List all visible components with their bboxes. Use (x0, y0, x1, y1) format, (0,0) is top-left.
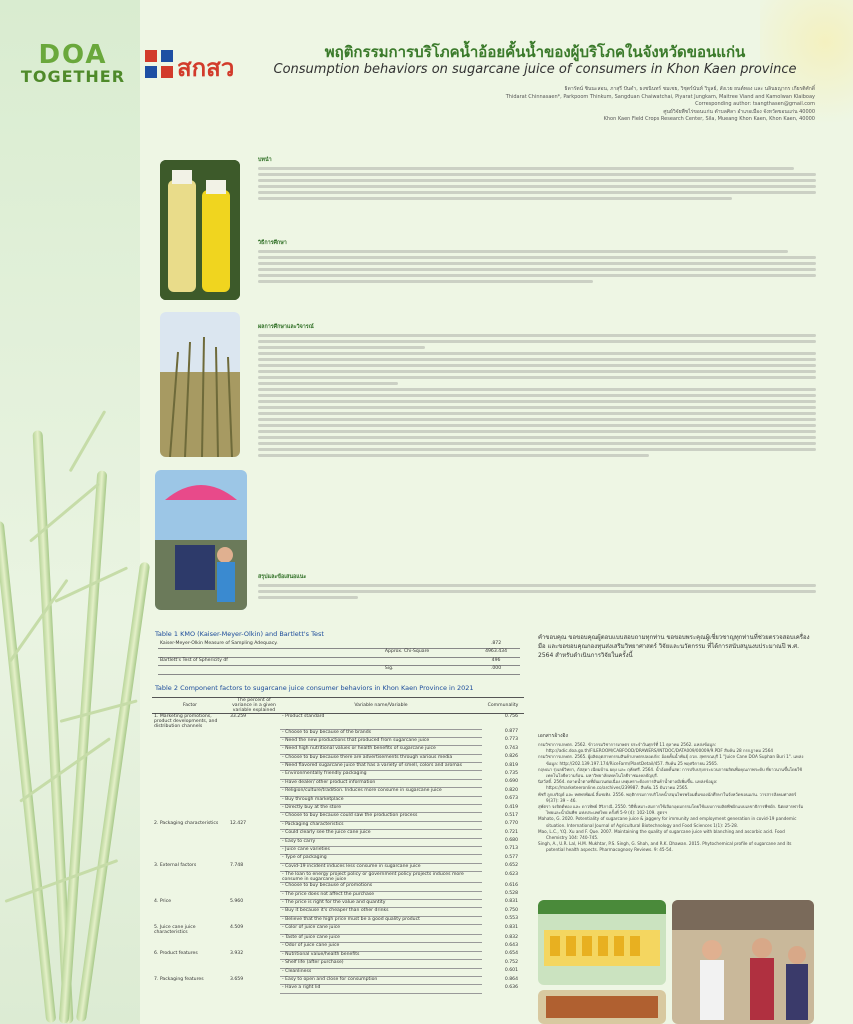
table2-cell: 0.652 (504, 863, 518, 869)
authors-english: Thidarat Chinnasaen*, Parkpoom Thinkum, Sangduan Chaiwatchai, Piyarat Jungkam, Maitree Viand and Kamolwan Klaiboay (505, 93, 815, 100)
reference-item: กรมวิชาการเกษตร. 2565. ผู้ผลิตอุตสาหกรรมสินค้าเกษตรปลอดภัย: อ้อยคั้นน้ำพันธุ์ ถวย. สุพรรณบุรี 1 "Juice Cane DOA Suphan Buri 1". แหล่งข้อมูล: http://202.139.197.174/RiceFarm/PlantDetail/457. สืบค้น 25 พฤศจิกายน 2565. (538, 754, 804, 766)
table1-cell: Sig. (383, 666, 472, 674)
table2-cell (228, 846, 280, 854)
reference-item: กฤษณา รุ่งเลย์วิทยา, ภัสสุดา เนียมบ้าน ผดุง และ ฤทัยศรี. 2564. น้ำอ้อยคั้นสด: การปรับปรุงกระบวนการผลิตเพื่อคุณภาพระดับ ที่ยาวนานขึ้นโดยใช้เทคโนโลยีความร้อน. มหาวิทยาลัยเทคโนโลยีราชมงคลธัญบุรี. (538, 766, 803, 779)
table2-cell (228, 855, 280, 863)
table2-cell: - Shelf life (after purchase) (280, 960, 482, 968)
table2-cell: 0.680 (504, 838, 518, 844)
table2-cell (228, 763, 280, 771)
table2-cell: 0.750 (504, 907, 518, 913)
table2-row (152, 891, 524, 899)
table2-cell: - Religion/culture/tradition. Induces more consume in sugarcane juice (280, 788, 482, 796)
table2-row (152, 821, 524, 829)
table2-cell: 0.721 (504, 829, 518, 835)
together-logo-text: TOGETHER (20, 67, 126, 86)
table2-cell (228, 916, 280, 924)
table2-cell (228, 960, 280, 968)
table2-cell: 0.773 (504, 737, 518, 743)
reference-item: Mao, L.C., Y.Q. Xu and F. Que. 2007. Maintaining the quality of sugarcane juice with blanching and ascorbic acid. Food Chemistry 104: 740-745. (538, 828, 785, 841)
table2-cell: 1. Marketing promotions, product developments, and distribution channels (154, 714, 218, 729)
table2-row (152, 872, 524, 883)
table2-cell: - Have dealer/ other product information (280, 779, 482, 787)
table2-cell (152, 846, 228, 854)
table2-row (152, 788, 524, 796)
table2-cell: - Choose to buy because there are advertisements through various media (280, 754, 482, 762)
table2-cell: 0.743 (504, 745, 518, 751)
table2-cell (152, 855, 228, 863)
table1-row (158, 641, 520, 649)
table1-cell: .000 (472, 666, 520, 674)
table2-cell (152, 916, 228, 924)
table2-cell: 0.577 (504, 854, 518, 860)
table2-cell (152, 985, 228, 993)
table2-row (152, 977, 524, 985)
table1-cell (383, 657, 472, 665)
table1-cell: 496 (472, 657, 520, 665)
table2-row (152, 746, 524, 754)
table2-row (152, 805, 524, 813)
table2-cell (152, 729, 228, 737)
table2-cell: 5.960 (230, 899, 244, 905)
table2-cell: - Covid-19 incident induces less consume in sugarcane juice (280, 863, 482, 871)
table2-row (152, 729, 524, 737)
table2-row (152, 855, 524, 863)
table2-cell: 3. External factors (154, 863, 197, 869)
table2-row (152, 908, 524, 916)
table2-cell: - Have a right lid (280, 985, 482, 993)
references-heading: เอกสารอ้างอิง (538, 733, 568, 739)
tsri-logo-text: สกสว (177, 54, 235, 82)
reference-item: พัชรี ลูกเจริญย์ และ ทศพรพัฒน์ ลิ้มชเทิง. 2556. พฤติกรรมการบริโภคน้ำสมุนไพรพร้อมดื่มของนักศึกษาในจังหวัดขอนแก่น. วารสารสังคมศาสตร์ 9(37): 39 – 46. (538, 791, 797, 803)
table2-row (152, 763, 524, 771)
table2-cell: 0.770 (504, 821, 518, 827)
methods-section (258, 239, 816, 286)
table2-header-variable: Variable name/Variable (280, 698, 482, 714)
table2-cell: 0.643 (504, 942, 518, 948)
table2-cell: 4. Price (154, 899, 172, 905)
table1-cell: Bartlett's Test of Sphericity df (158, 657, 383, 665)
juice-bottles-photo (160, 160, 240, 300)
table2-row (152, 846, 524, 854)
table2-cell: 3.932 (230, 951, 244, 957)
table2-cell: 7.748 (230, 863, 244, 869)
reference-item: สุพัตรา จงจิตต์ทอง และ ดาวทิพย์ สิริภาณี. 2550. วิธีที่เหมาะสมการใช้เลือกอุดมกรรมโดยใช้แบบการผลิตพืชผักแบบเลขาธิการพืชผัก. นิตยสารฟาร์มไทยและน้ำมันพืช แห่งประเทศไทย ครั้งที่ 5-9 (4): 102-109. สูตรฯ (538, 804, 804, 816)
table2-cell (228, 883, 280, 891)
sugarcane-background (0, 0, 140, 1024)
table2-cell (228, 985, 280, 993)
table2-cell: 0.690 (504, 779, 518, 785)
table2-cell (228, 805, 280, 813)
table2-cell: 0.601 (504, 968, 518, 974)
table2-cell: - Product standard (280, 714, 482, 730)
table2-cell (152, 935, 228, 943)
table2-cell: 12.427 (230, 821, 247, 827)
table2-cell (152, 838, 228, 846)
table2-row (152, 714, 524, 730)
corresponding-author: Corresponding author: tsangthasen@gmail.com (695, 101, 815, 107)
tsri-logo (145, 48, 245, 82)
table2-caption: Table 2 Component factors to sugarcane juice consumer behaviors in Khon Kaen Province in 2021 (155, 684, 474, 692)
table2-cell: 33.259 (230, 714, 247, 719)
table2-cell (228, 771, 280, 779)
table1-cell: 4963.434 (472, 649, 520, 657)
table2-row (152, 754, 524, 762)
table2-cell: - Choose to buy because could saw the production process (280, 813, 482, 821)
table2-row (152, 916, 524, 924)
table2-cell (152, 830, 228, 838)
results-section (258, 323, 816, 460)
table2-cell: 0.832 (504, 934, 518, 940)
table2-cell: - Need high nutritional values or health benefits of sugarcane juice (280, 746, 482, 754)
table2-cell: - Taste of juice cane juice (280, 935, 482, 943)
market-stall-photo-2 (538, 990, 666, 1024)
reference-item: กรมวิชาการเกษตร. 2562. ข้าวกรมวิชาการเกษตร ประจำวันศุกร์ที่ 11 ตุลาคม 2562. แหล่งข้อมูล: http://adic.doa.go.th/FILEROOM/CABFOOD/DRAWERS/INTDOC/DATA009/00009/9.PDF สืบค้น 28 กรกฎาคม 2564 (538, 742, 774, 754)
table2-row (152, 830, 524, 838)
table2-cell (228, 779, 280, 787)
table2-cell: - Believe that the high price must be a good quality product (280, 916, 482, 924)
table2-cell (228, 729, 280, 737)
table2-cell (152, 737, 228, 745)
table2-cell: - Type of packaging (280, 855, 482, 863)
table2-cell: 0.419 (504, 804, 518, 810)
table2-cell: 0.553 (504, 916, 518, 922)
table2-cell (228, 968, 280, 976)
table1-cell (383, 641, 472, 649)
table2-cell: 0.528 (504, 891, 518, 897)
introduction-section (258, 156, 816, 203)
table1-caption: Table 1 KMO (Kaiser-Meyer-Olkin) and Bartlett's Test (155, 630, 324, 638)
introduction-heading: บทนำ (258, 157, 272, 163)
table1-cell: .872 (472, 641, 520, 649)
table2-cell (152, 796, 228, 804)
conclusion-heading: สรุปและข้อเสนอแนะ (258, 574, 307, 580)
table2-cell: 4.509 (230, 924, 244, 930)
table2-cell: 0.756 (504, 714, 518, 719)
table2-cell: 0.673 (504, 796, 518, 802)
table2-cell: 0.616 (504, 882, 518, 888)
table2-row (152, 943, 524, 951)
table2-cell: - Choose to buy because of promotions (280, 883, 482, 891)
poster-title-thai: พฤติกรรมการบริโภคน้ำอ้อยคั้นน้ำของผู้บริโภคในจังหวัดขอนแก่น (324, 43, 746, 61)
table2-cell: - Color of juice cane juice (280, 925, 482, 935)
reference-item: Mahato, G. 2020. Potentiality of sugarcane juice & jaggery for immunity and employment generation in covid-19 pandemic situation. International Journal of Agricultural Biotechnology and Food Sciences 1(1): 25-28. (538, 816, 797, 828)
table2-cell (228, 872, 280, 883)
table2-row (152, 883, 524, 891)
table2-cell: - Easy to open and close for consumption (280, 977, 482, 985)
table2-cell (152, 883, 228, 891)
table2-cell: - Odor of juice cane juice (280, 943, 482, 951)
table1-row (158, 657, 520, 665)
table2-cell: - The loan to energy project policy or government policy projects induces more consume in sugarcane juice (280, 872, 482, 883)
table2-cell: 0.636 (504, 984, 518, 990)
table2-row (152, 863, 524, 871)
table1-cell (158, 666, 383, 674)
references-list (538, 742, 806, 854)
table2-cell: - Cleanliness (280, 968, 482, 976)
author-block (300, 86, 815, 124)
table2-cell: - Juice cane varieties (280, 846, 482, 854)
table2-cell (152, 754, 228, 762)
table2-cell: 0.820 (504, 787, 518, 793)
table1-cell: Kaiser-Meyer-Olkin Measure of Sampling Adequacy. (158, 641, 383, 649)
table2-row (152, 951, 524, 959)
table2-cell: - Buy through marketplace (280, 796, 482, 804)
table2-row (152, 960, 524, 968)
table2-cell: 0.877 (504, 729, 518, 734)
table2-cell (152, 779, 228, 787)
table2-cell (152, 960, 228, 968)
table2-cell: - Nutritional value/health benefits (280, 951, 482, 959)
table2-cell (228, 754, 280, 762)
table2-cell: - Directly buy at the store (280, 805, 482, 813)
table2-cell: 0.654 (504, 951, 518, 957)
table2-cell: - Need the new productions that produced from sugarcane juice (280, 737, 482, 745)
acknowledgement: คำขอบคุณ ขอขอบคุณผู้ตอบแบบสอบถามทุกท่าน ขอขอบพระคุณผู้เชี่ยวชาญทุกท่านที่ช่วยตรวจสอบเครื่องมือ และขอขอบคุณกองทุนส่งเสริมวิทยาศาสตร์ วิจัยและนวัตกรรม ที่ได้การสนับสนุนงบประมาณปี พ.ศ. 2564 สำหรับดำเนินการวิจัยในครั้งนี้ (538, 634, 810, 659)
table2-cell: 0.864 (504, 976, 518, 982)
table2-cell: 2. Packaging characteristics (154, 821, 219, 827)
table2-cell: - The price is right for the value and quantity (280, 899, 482, 907)
reference-item: นิสวัสดิ์. 2564. ตลาดน้ำตาลที่ผันผวนต่อเนื่อง เหตุเพราะต้องการสินค้าน้ำตาลมีเพิ่มขึ้น. แหล่งข้อมูล: https://marketeeronline.co/archives/239987. สืบค้น 15 ธันวาคม 2565. (538, 779, 718, 791)
table2-row (152, 968, 524, 976)
table2-cell (152, 805, 228, 813)
table2-cell: 0.831 (504, 924, 518, 930)
street-vendor-photo (155, 470, 247, 610)
table2-cell: - Choose to buy because of the brands (280, 729, 482, 737)
table2-cell (228, 838, 280, 846)
table2-cell: 0.517 (504, 812, 518, 818)
table2-cell (228, 737, 280, 745)
tsri-mark-icon (145, 50, 173, 78)
table2-cell: 0.752 (504, 959, 518, 965)
methods-heading: วิธีการศึกษา (258, 240, 287, 246)
reference-item: Singh, A., U.R. Lal, H.M. Mukhtar, P.S. Singh, G. Shah, and R.K. Dhawan. 2015. Phytochemical profile of sugarcane and its potential health aspects. Pharmacognosy Reviews. 9: 45-54. (538, 841, 792, 853)
table2-header-factor: Factor (152, 698, 228, 714)
table2-cell (152, 771, 228, 779)
table2-row (152, 796, 524, 804)
affiliation-thai: ศูนย์วิจัยพืชไร่ขอนแก่น ตำบลศิลา อำเภอเมือง จังหวัดขอนแก่น 40000 (663, 108, 815, 115)
table2-row (152, 771, 524, 779)
table2-cell (152, 788, 228, 796)
table2-row (152, 899, 524, 907)
table2-cell: 0.713 (504, 846, 518, 852)
table1-cell: Approx. Chi-Square (383, 649, 472, 657)
table2-cell: 5. Juice cane juice characteristics (154, 924, 196, 935)
table2-row (152, 838, 524, 846)
component-factors-table (152, 697, 524, 994)
doa-logo-text: DOA (38, 40, 108, 70)
poster-title-english: Consumption behaviors on sugarcane juice of consumers in Khon Kaen province (273, 62, 797, 77)
table2-cell: 6. Product features (154, 951, 198, 957)
affiliation-english: Khon Kaen Field Crops Research Center, Sila, Mueang Khon Kaen, Khon Kaen, 40000 (603, 116, 815, 122)
table1-cell (158, 649, 383, 657)
table2-row (152, 779, 524, 787)
table2-cell: - The price does not affect the purchase (280, 891, 482, 899)
table2-cell (152, 746, 228, 754)
table2-cell: - Easy to carry (280, 838, 482, 846)
table2-cell (228, 830, 280, 838)
table2-cell: 0.623 (504, 871, 518, 877)
kmo-table (158, 641, 520, 675)
table2-header-variance: The percent of variance in a given variable explained (228, 698, 280, 714)
doa-together-logo (18, 40, 128, 86)
authors-thai: ธิดารัตน์ ชินนะสอน, ภาสุรี ปันดำ, ธงชนินทร์ ชมเชย, วิชุตร์นันท์ วิบูลย์, สังเวย ยนต์ทอง และ นลินธญากร เกียรติศักดิ์ (564, 86, 815, 92)
sugarcane-field-photo (160, 312, 240, 457)
table2-cell: 7. Packaging features (154, 976, 204, 982)
table2-cell (152, 872, 228, 883)
table2-cell (152, 763, 228, 771)
table1-row (158, 649, 520, 657)
table2-cell: - Buy it because it's cheaper than other drinks (280, 908, 482, 916)
table1-row (158, 666, 520, 674)
table2-row (152, 985, 524, 993)
table2-cell: 0.735 (504, 770, 518, 776)
table2-cell (228, 746, 280, 754)
table2-row (152, 925, 524, 935)
results-heading: ผลการศึกษาและวิจารณ์ (258, 324, 314, 330)
table2-cell (228, 935, 280, 943)
table2-row (152, 935, 524, 943)
table2-cell (228, 788, 280, 796)
table2-cell: 0.819 (504, 762, 518, 768)
table2-cell (152, 968, 228, 976)
table2-cell: - Need flavored sugarcane juice that has a variety of smell, colors and aromas (280, 763, 482, 771)
table2-cell: 0.826 (504, 754, 518, 760)
event-visitors-photo (672, 900, 814, 1024)
table2-cell: 0.831 (504, 899, 518, 905)
market-stall-photo-1 (538, 900, 666, 985)
table2-header-communality: Communality (482, 698, 524, 714)
table2-cell: 3.659 (230, 976, 244, 982)
table2-cell: - Packaging characteristics (280, 821, 482, 829)
table2-cell (228, 908, 280, 916)
table2-cell: - Environmentally friendly packaging (280, 771, 482, 779)
conclusion-section (258, 573, 816, 602)
table2-cell (152, 908, 228, 916)
table2-cell: - Could clearly see the juice cane juice (280, 830, 482, 838)
table2-row (152, 737, 524, 745)
table2-cell (228, 796, 280, 804)
